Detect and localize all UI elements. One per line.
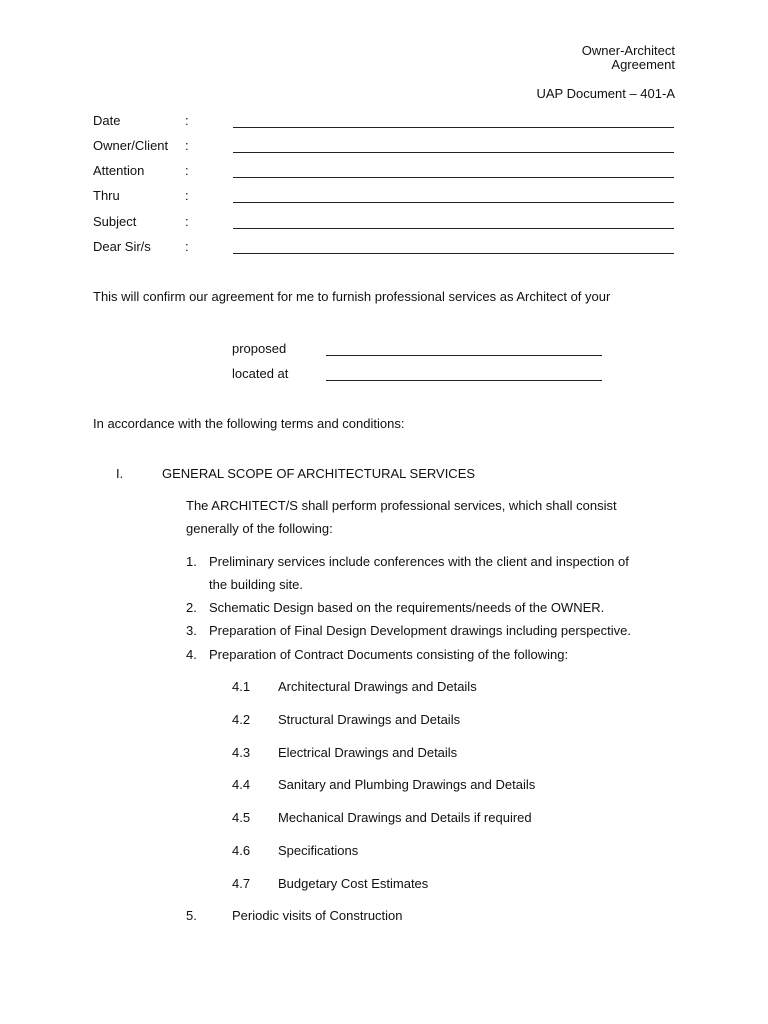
subitem-number: 4.6 <box>232 843 251 858</box>
field-label: Subject <box>93 214 137 229</box>
located-input-line[interactable] <box>326 380 602 381</box>
terms-intro: In accordance with the following terms and conditions: <box>93 416 405 431</box>
dear-sirs-input-line[interactable] <box>233 253 674 254</box>
subitem-text: Architectural Drawings and Details <box>278 679 477 694</box>
section-paragraph-line: The ARCHITECT/S shall perform professional services, which shall consist <box>186 498 617 513</box>
field-label: Owner/Client <box>93 138 169 153</box>
attention-input-line[interactable] <box>233 177 674 178</box>
subitem-number: 4.1 <box>232 679 251 694</box>
owner-client-input-line[interactable] <box>233 152 674 153</box>
field-colon: : <box>185 138 189 153</box>
list-item-number: 1. <box>186 554 197 569</box>
document-id: UAP Document – 401-A <box>536 86 675 101</box>
field-colon: : <box>185 188 189 203</box>
subitem-number: 4.2 <box>232 712 251 727</box>
field-colon: : <box>185 163 189 178</box>
subitem-number: 4.3 <box>232 745 251 760</box>
section-numeral: I. <box>116 466 124 481</box>
subitem-text: Specifications <box>278 843 359 858</box>
field-label: Date <box>93 113 121 128</box>
section-paragraph-line: generally of the following: <box>186 521 333 536</box>
proposed-label: proposed <box>232 341 287 356</box>
list-item-text: Schematic Design based on the requirements/needs of the OWNER. <box>209 600 605 615</box>
subitem-number: 4.5 <box>232 810 251 825</box>
section-title: GENERAL SCOPE OF ARCHITECTURAL SERVICES <box>162 466 476 481</box>
proposed-input-line[interactable] <box>326 355 602 356</box>
field-colon: : <box>185 113 189 128</box>
subitem-text: Structural Drawings and Details <box>278 712 461 727</box>
subitem-number: 4.7 <box>232 876 251 891</box>
subitem-text: Mechanical Drawings and Details if required <box>278 810 532 825</box>
header-title-line2: Agreement <box>611 57 675 72</box>
intro-paragraph: This will confirm our agreement for me to furnish professional services as Architect of your <box>93 289 611 304</box>
subitem-text: Sanitary and Plumbing Drawings and Details <box>278 777 536 792</box>
list-item-text: the building site. <box>209 577 303 592</box>
located-label: located at <box>232 366 289 381</box>
list-item-text: Preliminary services include conferences with the client and inspection of <box>209 554 629 569</box>
list-item-text: Preparation of Final Design Development drawings including perspective. <box>209 623 632 638</box>
field-label: Attention <box>93 163 145 178</box>
field-colon: : <box>185 239 189 254</box>
list-item-number: 4. <box>186 647 197 662</box>
field-label: Thru <box>93 188 120 203</box>
field-label: Dear Sir/s <box>93 239 151 254</box>
list-item-number: 2. <box>186 600 197 615</box>
subitem-number: 4.4 <box>232 777 251 792</box>
list-item-number: 3. <box>186 623 197 638</box>
subitem-text: Electrical Drawings and Details <box>278 745 458 760</box>
field-colon: : <box>185 214 189 229</box>
thru-input-line[interactable] <box>233 202 674 203</box>
subitem-text: Budgetary Cost Estimates <box>278 876 429 891</box>
list-item-text: Preparation of Contract Documents consisting of the following: <box>209 647 569 662</box>
list-item-number: 5. <box>186 908 197 923</box>
date-input-line[interactable] <box>233 127 674 128</box>
list-item-text: Periodic visits of Construction <box>232 908 403 923</box>
subject-input-line[interactable] <box>233 228 674 229</box>
header-title-line1: Owner-Architect <box>581 43 675 58</box>
